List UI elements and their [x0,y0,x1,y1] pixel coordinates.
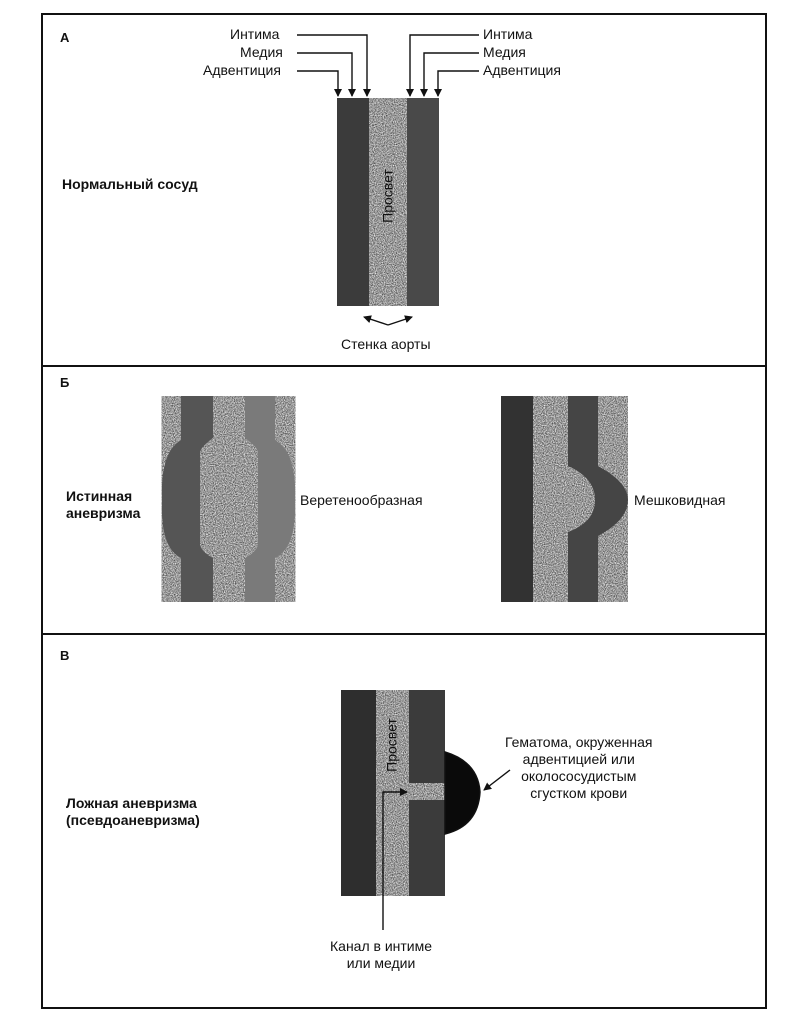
aorta-wall-arrows [364,317,412,325]
fusiform-wall-left [162,396,213,602]
false-wall-right-lower [409,800,445,896]
fusiform-aneurysm [162,396,295,602]
label-aorta-wall: Стенка аорты [341,336,431,352]
panel-b-title: Истинная аневризма [66,488,141,521]
label-hematoma: Гематома, окруженная адвентицией или околососудистым сгустком крови [505,734,653,801]
label-left-intima: Интима [230,26,280,42]
label-right-media: Медия [483,44,526,60]
panel-letter-a: А [60,30,70,45]
label-right-adventitia: Адвентиция [483,62,561,78]
label-left-adventitia: Адвентиция [203,62,281,78]
false-wall-left [341,690,376,896]
vessel-wall-right [407,98,439,306]
callouts-left [297,35,367,96]
saccular-wall-right [568,396,628,602]
panel-letter-b: Б [60,375,70,390]
label-left-media: Медия [240,44,283,60]
saccular-wall-left [501,396,533,602]
fusiform-wall-right [245,396,295,602]
label-lumen-a: Просвет [379,169,396,223]
label-lumen-c: Просвет [383,718,400,772]
label-right-intima: Интима [483,26,533,42]
panel-a-title: Нормальный сосуд [62,176,198,192]
label-fusiform: Веретенообразная [300,492,423,508]
saccular-aneurysm [501,396,628,602]
hematoma [445,752,480,834]
callouts-right [410,35,479,96]
panel-letter-c: В [60,648,70,663]
vessel-wall-left [337,98,369,306]
panel-c-title: Ложная аневризма (псевдоаневризма) [66,795,200,828]
figure-frame [42,14,766,1008]
label-saccular: Мешковидная [634,492,726,508]
false-wall-right-upper [409,690,445,783]
label-channel: Канал в интиме или медии [330,938,433,971]
